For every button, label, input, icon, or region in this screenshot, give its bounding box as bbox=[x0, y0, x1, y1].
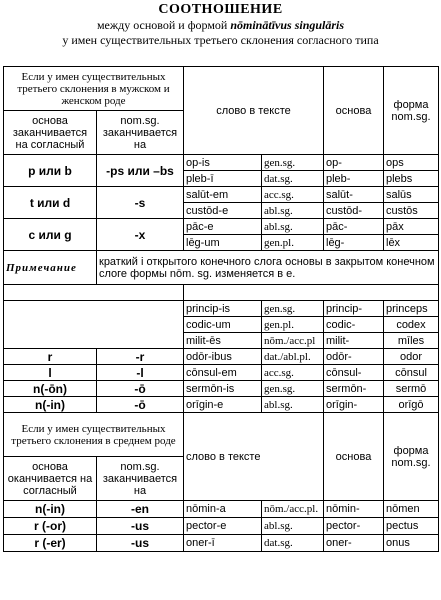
word-in-text: lēg-um bbox=[184, 235, 262, 251]
table-row bbox=[4, 381, 439, 397]
empty-cell bbox=[4, 285, 184, 301]
declension-table bbox=[3, 66, 439, 552]
nom-form: codex bbox=[384, 317, 439, 333]
word-in-text: milit-ēs bbox=[184, 333, 262, 349]
nom-ending: -us bbox=[97, 518, 184, 535]
word-in-text: pāc-e bbox=[184, 219, 262, 235]
stem-value: nōmin- bbox=[324, 501, 384, 518]
nom-ending: -ō bbox=[97, 381, 184, 397]
subtitle-prefix: между основой и формой bbox=[96, 18, 228, 32]
nom-ending: -en bbox=[97, 501, 184, 518]
stem-ending: c или g bbox=[4, 219, 97, 251]
stem-ending: p или b bbox=[4, 155, 97, 187]
nom-form: sermō bbox=[384, 381, 439, 397]
nom-ending: -ps или –bs bbox=[97, 155, 184, 187]
stem-value: custōd- bbox=[324, 203, 384, 219]
grammar-case: gen.pl. bbox=[262, 235, 324, 251]
nom-form: pectus bbox=[384, 518, 439, 535]
nom-form: lēx bbox=[384, 235, 439, 251]
nom-ending: -us bbox=[97, 535, 184, 552]
word-in-text: orīgin-e bbox=[184, 397, 262, 413]
stem-value: pleb- bbox=[324, 171, 384, 187]
nom-ending: -ō bbox=[97, 397, 184, 413]
table-row bbox=[4, 219, 439, 235]
grammar-case: abl.sg. bbox=[262, 397, 324, 413]
grammar-case: nōm./acc.pl bbox=[262, 333, 324, 349]
stem-ending: r (-or) bbox=[4, 518, 97, 535]
table-row bbox=[4, 365, 439, 381]
word-in-text: odōr-ibus bbox=[184, 349, 262, 365]
nom-ending: -l bbox=[97, 365, 184, 381]
col-header-base: основа bbox=[324, 413, 384, 501]
grammar-case: acc.sg. bbox=[262, 365, 324, 381]
word-in-text: sermōn-is bbox=[184, 381, 262, 397]
stem-value: sermōn- bbox=[324, 381, 384, 397]
word-in-text: oner-ī bbox=[184, 535, 262, 552]
word-in-text: pector-e bbox=[184, 518, 262, 535]
note-text: краткий i открытого конечного слога основы в закрытом конечном слоге формы nōm. sg. изменяется в e. bbox=[97, 251, 439, 285]
grammar-case: dat.sg. bbox=[262, 171, 324, 187]
stem-value: orīgin- bbox=[324, 397, 384, 413]
stem-value: lēg- bbox=[324, 235, 384, 251]
masc-fem-group-header: Если у имен существительных третьего склонения в мужском и женском роде bbox=[4, 67, 184, 111]
grammar-case: acc.sg. bbox=[262, 187, 324, 203]
stem-value: pāc- bbox=[324, 219, 384, 235]
stem-value: oner- bbox=[324, 535, 384, 552]
document-title: СООТНОШЕНИЕ bbox=[158, 2, 283, 17]
nom-form: salūs bbox=[384, 187, 439, 203]
subtitle-line-2: у имен существительных третьего склонения согласного типа bbox=[62, 33, 379, 47]
nom-form: orīgō bbox=[384, 397, 439, 413]
stem-value: salūt- bbox=[324, 187, 384, 203]
word-in-text: codic-um bbox=[184, 317, 262, 333]
stem-ending: n(-in) bbox=[4, 501, 97, 518]
stem-value: princip- bbox=[324, 301, 384, 317]
col-header-form: форма nom.sg. bbox=[384, 413, 439, 501]
col-header-form: форма nom.sg. bbox=[384, 67, 439, 155]
neuter-group-header: Если у имен существительных третьего склонения в среднем роде bbox=[4, 413, 184, 457]
nom-form: nōmen bbox=[384, 501, 439, 518]
col-header-word: слово в тексте bbox=[184, 67, 324, 155]
nom-ending: -r bbox=[97, 349, 184, 365]
subtitle-line bbox=[0, 18, 441, 33]
subtitle-term: nōminātīvus singulāris bbox=[230, 18, 345, 32]
stem-ending: n(-in) bbox=[4, 397, 97, 413]
nom-form: custōs bbox=[384, 203, 439, 219]
col-header-stem: основа заканчивается на согласный bbox=[4, 111, 97, 155]
stem-value: op- bbox=[324, 155, 384, 171]
word-in-text: nōmin-a bbox=[184, 501, 262, 518]
stem-value: odōr- bbox=[324, 349, 384, 365]
nom-form: onus bbox=[384, 535, 439, 552]
col-header-word: слово в тексте bbox=[184, 413, 324, 501]
stem-value: cōnsul- bbox=[324, 365, 384, 381]
table-row bbox=[4, 187, 439, 203]
stem-value: codic- bbox=[324, 317, 384, 333]
nom-form: plebs bbox=[384, 171, 439, 187]
grammar-case: nōm./acc.pl. bbox=[262, 501, 324, 518]
grammar-case: abl.sg. bbox=[262, 518, 324, 535]
empty-cell bbox=[4, 301, 184, 349]
table-row bbox=[4, 535, 439, 552]
table-row bbox=[4, 155, 439, 171]
grammar-case: gen.pl. bbox=[262, 317, 324, 333]
nom-ending: -x bbox=[97, 219, 184, 251]
stem-value: milit- bbox=[324, 333, 384, 349]
note-row bbox=[4, 251, 439, 285]
col-header-nom: nom.sg. заканчивается на bbox=[97, 111, 184, 155]
table-row bbox=[4, 349, 439, 365]
grammar-case: gen.sg. bbox=[262, 155, 324, 171]
word-in-text: op-is bbox=[184, 155, 262, 171]
word-in-text: pleb-ī bbox=[184, 171, 262, 187]
nom-form: mīles bbox=[384, 333, 439, 349]
nom-form: princeps bbox=[384, 301, 439, 317]
empty-cell bbox=[184, 285, 439, 301]
grammar-case: abl.sg. bbox=[262, 219, 324, 235]
nom-form: pāx bbox=[384, 219, 439, 235]
stem-ending: r bbox=[4, 349, 97, 365]
note-label: Примечание bbox=[4, 251, 97, 285]
table-row bbox=[4, 501, 439, 518]
nom-ending: -s bbox=[97, 187, 184, 219]
stem-ending: t или d bbox=[4, 187, 97, 219]
nom-form: ops bbox=[384, 155, 439, 171]
word-in-text: salūt-em bbox=[184, 187, 262, 203]
grammar-case: abl.sg. bbox=[262, 203, 324, 219]
stem-ending: n(-ōn) bbox=[4, 381, 97, 397]
col-header-nom: nom.sg. заканчивается на bbox=[97, 457, 184, 501]
nom-form: cōnsul bbox=[384, 365, 439, 381]
table-row bbox=[4, 301, 439, 317]
grammar-case: gen.sg. bbox=[262, 301, 324, 317]
word-in-text: custōd-e bbox=[184, 203, 262, 219]
word-in-text: princip-is bbox=[184, 301, 262, 317]
nom-form: odor bbox=[384, 349, 439, 365]
table-row bbox=[4, 518, 439, 535]
grammar-case: gen.sg. bbox=[262, 381, 324, 397]
table-row bbox=[4, 397, 439, 413]
grammar-case: dat.sg. bbox=[262, 535, 324, 552]
stem-ending: r (-er) bbox=[4, 535, 97, 552]
col-header-stem: основа оканчивается на согласный bbox=[4, 457, 97, 501]
stem-ending: l bbox=[4, 365, 97, 381]
col-header-base: основа bbox=[324, 67, 384, 155]
stem-value: pector- bbox=[324, 518, 384, 535]
grammar-case: dat./abl.pl. bbox=[262, 349, 324, 365]
word-in-text: cōnsul-em bbox=[184, 365, 262, 381]
